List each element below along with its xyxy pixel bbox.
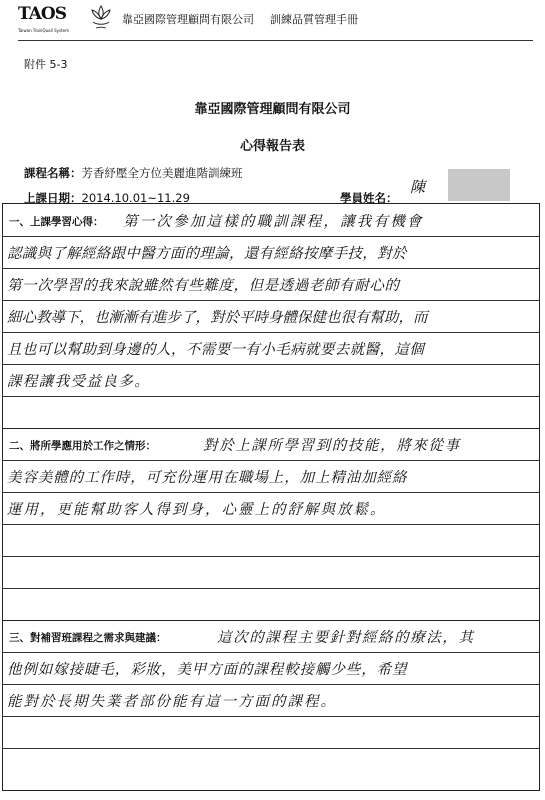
taos-logo-text: TAOS	[18, 4, 66, 24]
ruled-line	[3, 492, 539, 493]
header-manual-name: 訓練品質管理手冊	[270, 13, 358, 26]
section-divider	[3, 428, 539, 429]
section-3-line-1: 這次的課程主要針對經絡的療法，其	[217, 630, 475, 646]
document-form-title: 心得報告表	[239, 139, 305, 154]
ruled-line	[3, 236, 539, 237]
section-1-line-1: 第一次參加這樣的職訓課程，讓我有機會	[123, 214, 424, 230]
student-name-label: 學員姓名：	[340, 191, 398, 205]
section-2-label: 二、將所學應用於工作之情形：	[9, 440, 156, 452]
ruled-line	[3, 652, 539, 653]
ruled-line	[3, 748, 539, 749]
section-1-line-6: 課程讓我受益良多。	[7, 374, 151, 390]
section-3-line-2: 他例如嫁接睫毛，彩妝，美甲方面的課程較接觸少些，希望	[7, 662, 408, 678]
course-name-field	[24, 165, 243, 181]
header-company-name: 靠亞國際管理顧問有限公司	[122, 13, 254, 26]
section-1-line-3: 第一次學習的我來說雖然有些難度，但是透過老師有耐心的	[7, 278, 400, 294]
section-1-line-5: 且也可以幫助到身邊的人，不需要一有小毛病就要去就醫，這個	[7, 342, 425, 358]
course-date-value: 2014.10.01~11.29	[81, 191, 190, 205]
ruled-line	[3, 396, 539, 397]
report-table	[2, 203, 540, 791]
document-company-title: 靠亞國際管理顧問有限公司	[194, 102, 351, 117]
section-3-label: 三、對補習班課程之需求與建議：	[9, 632, 167, 644]
course-name-label: 課程名稱：	[24, 166, 82, 180]
ruled-line	[3, 716, 539, 717]
section-1-label: 一、上課學習心得：	[9, 216, 104, 228]
section-1-line-2: 認識與了解經絡跟中醫方面的理論，還有經絡按摩手技，對於	[7, 246, 407, 262]
ruled-line	[3, 588, 539, 589]
ruled-line	[3, 300, 539, 301]
section-2-line-3: 運用，更能幫助客人得到身，心靈上的舒解與放鬆。	[7, 502, 387, 518]
course-date-label: 上課日期：	[24, 191, 82, 205]
section-1-line-4: 細心教導下，也漸漸有進步了，對於平時身體保健也很有幫助，而	[7, 310, 428, 326]
section-3-line-3: 能對於長期失業者部份能有這一方面的課程。	[7, 694, 337, 710]
header-divider	[18, 40, 533, 41]
course-name-value: 芳香紓壓全方位美麗進階訓練班	[81, 166, 243, 180]
section-2-line-1: 對於上課所學習到的技能，將來從事	[203, 438, 461, 454]
taos-logo-subtext: Taiwan TrainQuali System	[18, 28, 70, 33]
lotus-logo-icon	[90, 3, 112, 33]
ruled-line	[3, 268, 539, 269]
attachment-number: 附件 5-3	[24, 58, 68, 71]
student-name-handwritten: 陳	[410, 178, 426, 196]
redaction-box	[448, 169, 510, 201]
ruled-line	[3, 524, 539, 525]
ruled-line	[3, 684, 539, 685]
ruled-line	[3, 460, 539, 461]
section-2-line-2: 美容美體的工作時，可充份運用在職場上，加上精油加經絡	[7, 470, 408, 486]
page-header	[0, 0, 545, 42]
taos-logo	[18, 4, 70, 34]
ruled-line	[3, 556, 539, 557]
ruled-line	[3, 332, 539, 333]
section-divider	[3, 620, 539, 621]
ruled-line	[3, 364, 539, 365]
